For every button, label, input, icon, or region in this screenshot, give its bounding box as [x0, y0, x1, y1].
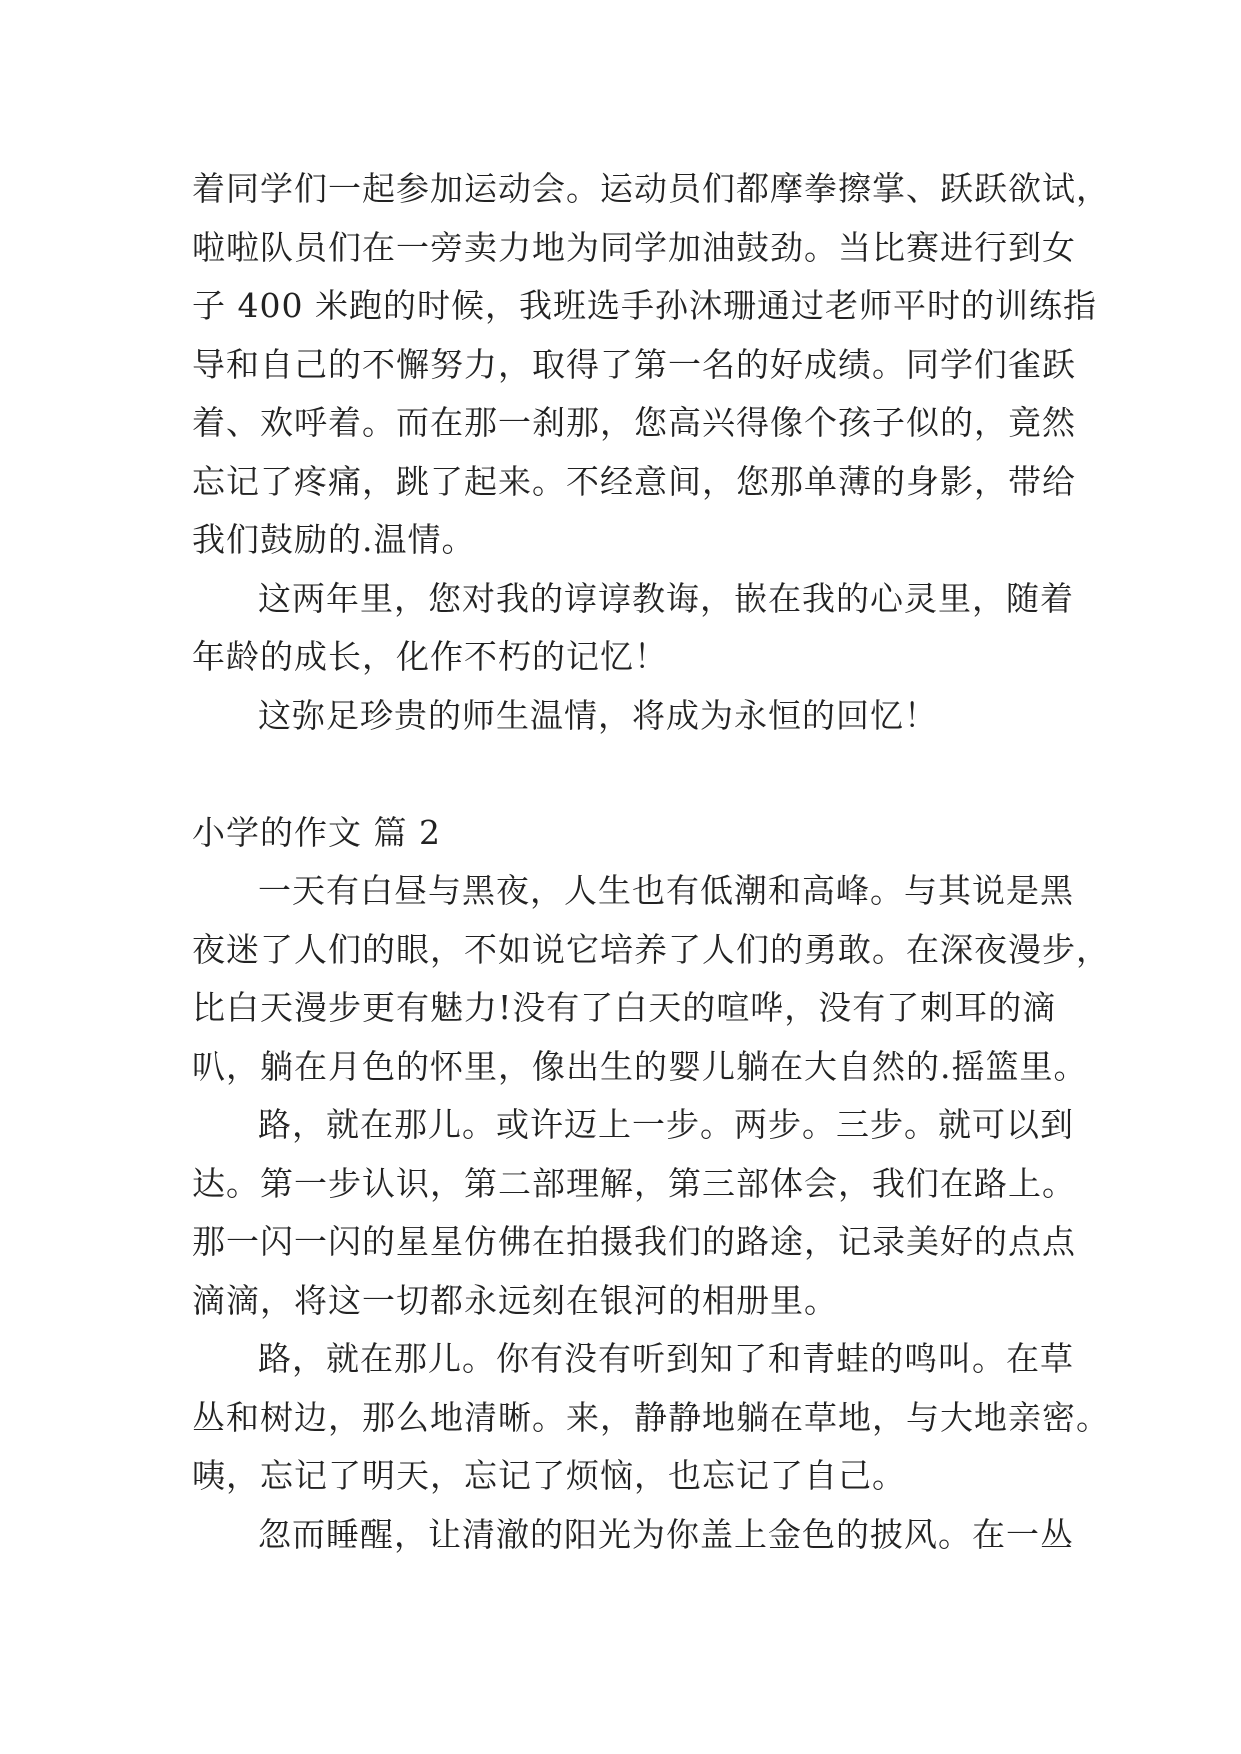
text-line: 咦，忘记了明天，忘记了烦恼，也忘记了自己。 — [192, 1456, 906, 1495]
text-line: 夜迷了人们的眼，不如说它培养了人们的勇敢。在深夜漫步， — [192, 929, 1110, 969]
text-line: 子 400 米跑的时候，我班选手孙沐珊通过老师平时的训练指 — [192, 286, 1097, 325]
paragraph-start-line: 路，就在那儿。或许迈上一步。两步。三步。就可以到 — [258, 1105, 1074, 1144]
text-line: 导和自己的不懈努力，取得了第一名的好成绩。同学们雀跃 — [192, 344, 1076, 384]
paragraph-start-line: 这两年里，您对我的谆谆教诲，嵌在我的心灵里，随着 — [258, 578, 1074, 618]
essay-text — [192, 160, 1110, 1564]
text-line: 我们鼓励的.温情。 — [192, 520, 476, 559]
section-heading: 小学的作文 篇 2 — [192, 812, 441, 852]
text-line: 着、欢呼着。而在那一刹那，您高兴得像个孩子似的，竟然 — [192, 403, 1076, 442]
text-line: 叭，躺在月色的怀里，像出生的婴儿躺在大自然的.摇篮里。 — [192, 1046, 1088, 1086]
text-line: 丛和树边，那么地清晰。来，静静地躺在草地，与大地亲密。 — [192, 1397, 1110, 1437]
paragraph-start-line: 一天有白昼与黑夜，人生也有低潮和高峰。与其说是黑 — [258, 871, 1074, 910]
text-line: 滴滴，将这一切都永远刻在银河的相册里。 — [192, 1280, 838, 1320]
paragraph-start-line: 路，就在那儿。你有没有听到知了和青蛙的鸣叫。在草 — [258, 1339, 1074, 1378]
paragraph-start-line: 忽而睡醒，让清澈的阳光为你盖上金色的披风。在一丛 — [258, 1514, 1074, 1554]
text-line: 着同学们一起参加运动会。运动员们都摩拳擦掌、跃跃欲试， — [192, 169, 1110, 208]
text-line: 那一闪一闪的星星仿佛在拍摄我们的路途，记录美好的点点 — [192, 1222, 1076, 1261]
text-line: 忘记了疼痛，跳了起来。不经意间，您那单薄的身影，带给 — [192, 461, 1076, 501]
section-gap — [192, 745, 1082, 804]
paragraph-start-line: 这弥足珍贵的师生温情，将成为永恒的回忆！ — [258, 695, 938, 735]
text-line: 年龄的成长，化作不朽的记忆！ — [192, 637, 668, 676]
text-line: 比白天漫步更有魅力!没有了白天的喧哗，没有了刺耳的滴 — [192, 988, 1057, 1027]
text-line: 达。第一步认识，第二部理解，第三部体会，我们在路上。 — [192, 1163, 1076, 1203]
text-line: 啦啦队员们在一旁卖力地为同学加油鼓劲。当比赛进行到女 — [192, 227, 1076, 267]
